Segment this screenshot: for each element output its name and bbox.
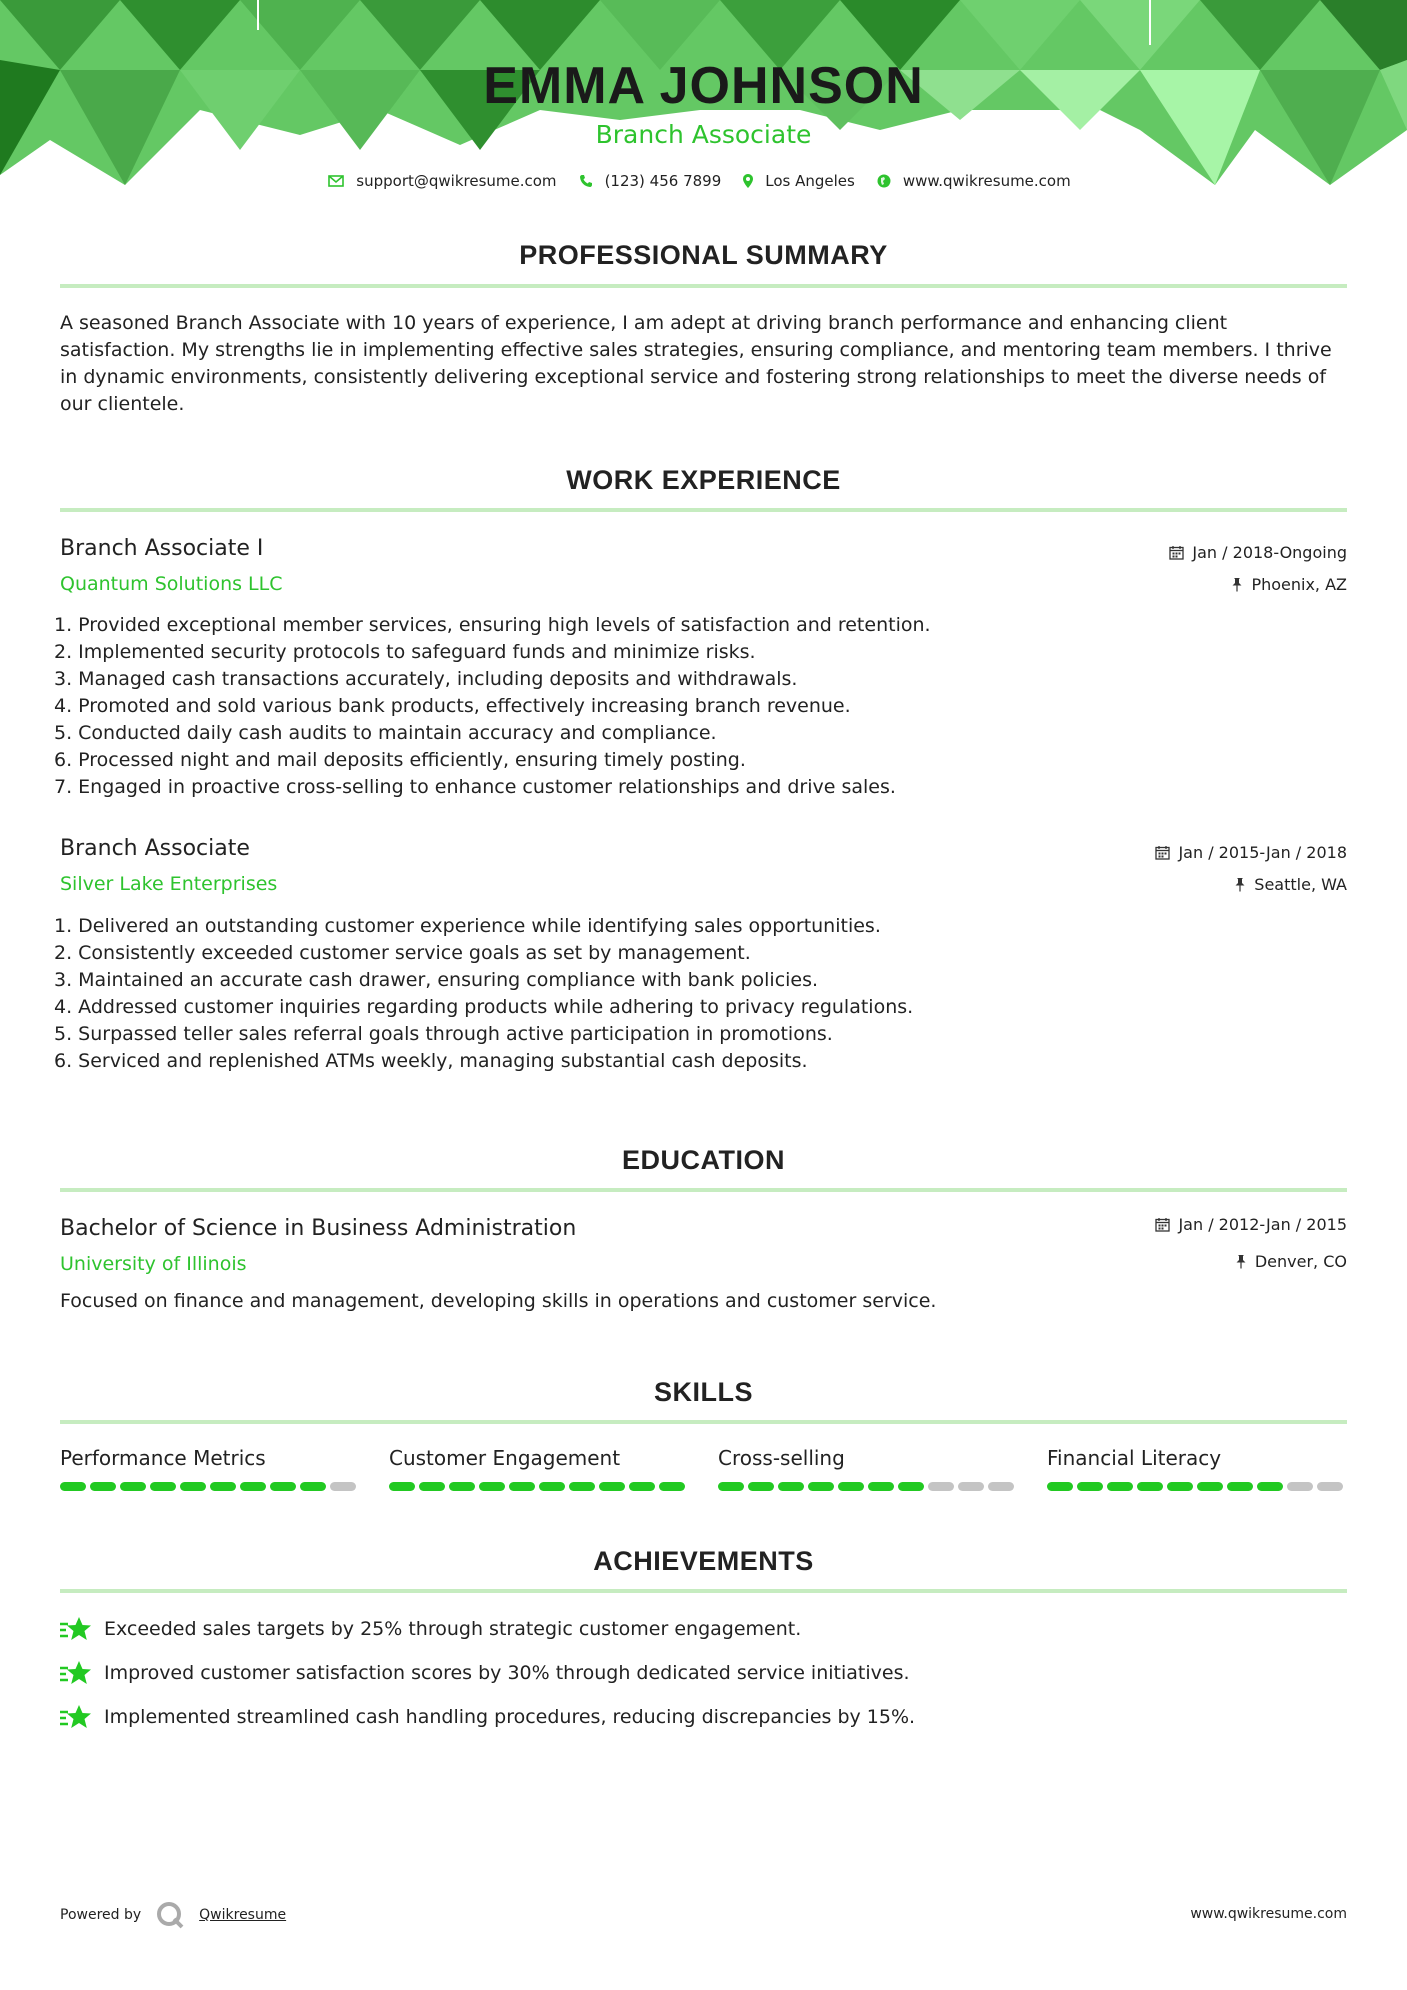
degree-title: Bachelor of Science in Business Administration [60, 1216, 577, 1241]
skill-level-meter [389, 1482, 689, 1491]
job-dates-text: Jan / 2018-Ongoing [1192, 543, 1347, 562]
summary-heading: PROFESSIONAL SUMMARY [519, 240, 888, 270]
education-location-text: Denver, CO [1254, 1252, 1347, 1271]
job-location [1234, 875, 1347, 894]
achievement-item [60, 1660, 910, 1686]
skill-dot-filled [1047, 1482, 1073, 1491]
list-item: 6. Processed night and mail deposits efficiently, ensuring timely posting. [54, 749, 746, 771]
skill-item [389, 1446, 689, 1491]
map-marker-icon [743, 174, 753, 188]
skill-dot-filled [898, 1482, 924, 1491]
skills-heading: SKILLS [653, 1377, 753, 1407]
list-item: 7. Engaged in proactive cross-selling to enhance customer relationships and drive sales. [54, 776, 896, 798]
skill-dot-empty [1287, 1482, 1313, 1491]
achievement-item [60, 1616, 801, 1642]
candidate-name: EMMA JOHNSON [483, 57, 924, 115]
job-company: Silver Lake Enterprises [60, 873, 278, 895]
skill-dot-filled [868, 1482, 894, 1491]
skill-dot-filled [90, 1482, 116, 1491]
skill-dot-filled [270, 1482, 296, 1491]
skill-dot-filled [1077, 1482, 1103, 1491]
skill-dot-filled [1107, 1482, 1133, 1491]
star-achievement-icon [60, 1616, 92, 1642]
job-title: Branch Associate I [60, 536, 264, 561]
calendar-icon [1155, 845, 1170, 860]
achievement-item [60, 1704, 915, 1730]
footer-website[interactable]: www.qwikresume.com [1190, 1906, 1347, 1922]
skill-dot-filled [1257, 1482, 1283, 1491]
job-responsibilities [54, 913, 913, 1075]
phone-icon [579, 174, 593, 188]
candidate-title: Branch Associate [595, 120, 812, 149]
contact-location-text: Los Angeles [765, 172, 855, 190]
skill-dot-filled [60, 1482, 86, 1491]
job-location-text: Phoenix, AZ [1251, 575, 1347, 594]
experience-divider [60, 508, 1347, 512]
skills-divider [60, 1420, 1347, 1424]
star-achievement-icon [60, 1704, 92, 1730]
job-location-text: Seattle, WA [1254, 875, 1347, 894]
skill-dot-filled [838, 1482, 864, 1491]
job-company: Quantum Solutions LLC [60, 573, 283, 595]
qwikresume-link[interactable]: Qwikresume [199, 1907, 287, 1923]
skill-name: Financial Literacy [1047, 1446, 1222, 1470]
powered-by-label: Powered by [60, 1907, 142, 1923]
skill-dot-filled [569, 1482, 595, 1491]
list-item: 4. Promoted and sold various bank products, effectively increasing branch revenue. [54, 695, 851, 717]
skill-dot-filled [808, 1482, 834, 1491]
skill-dot-filled [539, 1482, 565, 1491]
skill-dot-filled [509, 1482, 535, 1491]
envelope-icon [328, 175, 344, 187]
contact-email-text: support@qwikresume.com [356, 172, 557, 190]
list-item: 4. Addressed customer inquiries regarding products while adhering to privacy regulations. [54, 996, 914, 1018]
skill-dot-filled [599, 1482, 625, 1491]
education-dates [1155, 1215, 1347, 1234]
job-location [1231, 575, 1347, 594]
list-item: 1. Provided exceptional member services, ensuring high levels of satisfaction and retention. [54, 614, 931, 636]
list-item: 6. Serviced and replenished ATMs weekly, managing substantial cash deposits. [54, 1050, 808, 1072]
skill-item [60, 1446, 360, 1491]
contact-phone-text: (123) 456 7899 [604, 172, 722, 190]
skill-dot-filled [718, 1482, 744, 1491]
skill-dot-empty [928, 1482, 954, 1491]
qwikresume-logo-icon [155, 1900, 185, 1930]
pushpin-icon [1231, 577, 1243, 592]
skill-dot-empty [958, 1482, 984, 1491]
contact-location [743, 172, 855, 190]
contact-email[interactable] [328, 172, 556, 190]
skill-dot-filled [748, 1482, 774, 1491]
experience-heading: WORK EXPERIENCE [566, 465, 841, 495]
skill-dot-filled [150, 1482, 176, 1491]
skill-dot-filled [419, 1482, 445, 1491]
skill-dot-filled [1227, 1482, 1253, 1491]
skill-dot-filled [389, 1482, 415, 1491]
list-item: 3. Managed cash transactions accurately, including deposits and withdrawals. [54, 668, 798, 690]
calendar-icon [1155, 1217, 1170, 1232]
job-dates [1169, 543, 1347, 562]
globe-icon [877, 174, 891, 188]
achievement-text: Exceeded sales targets by 25% through strategic customer engagement. [104, 1618, 802, 1640]
summary-text: A seasoned Branch Associate with 10 years of experience, I am adept at driving branch performance and enhancing client satisfaction. My strengths lie in implementing effective sales strategies, ensuring compliance, and mentoring team members. I thrive in dynamic environments, consistently delivering exceptional service and fostering strong relationships to meet the diverse needs of our clientele. [60, 312, 1332, 415]
contact-website-text: www.qwikresume.com [902, 172, 1071, 190]
skill-dot-filled [479, 1482, 505, 1491]
achievement-text: Improved customer satisfaction scores by 30% through dedicated service initiatives. [104, 1662, 910, 1684]
list-item: 3. Maintained an accurate cash drawer, ensuring compliance with bank policies. [54, 969, 819, 991]
pushpin-icon [1234, 877, 1246, 892]
skill-dot-filled [1137, 1482, 1163, 1491]
skill-dot-filled [449, 1482, 475, 1491]
achievements-heading: ACHIEVEMENTS [593, 1546, 814, 1576]
education-divider [60, 1188, 1347, 1192]
skill-name: Cross-selling [718, 1446, 845, 1470]
job-responsibilities [54, 612, 931, 801]
skill-dot-filled [629, 1482, 655, 1491]
skill-dot-filled [180, 1482, 206, 1491]
contact-bar [0, 172, 1407, 190]
summary-divider [60, 284, 1347, 288]
skill-level-meter [1047, 1482, 1347, 1491]
contact-website[interactable] [877, 172, 1071, 190]
job-dates-text: Jan / 2015-Jan / 2018 [1178, 843, 1347, 862]
skill-dot-filled [1167, 1482, 1193, 1491]
skill-name: Performance Metrics [60, 1446, 266, 1470]
education-location [1235, 1252, 1347, 1271]
education-heading: EDUCATION [622, 1145, 785, 1175]
skill-level-meter [60, 1482, 360, 1491]
school-name: University of Illinois [60, 1253, 247, 1275]
contact-phone[interactable] [579, 172, 722, 190]
job-dates [1155, 843, 1347, 862]
skill-item [718, 1446, 1018, 1491]
list-item: 1. Delivered an outstanding customer experience while identifying sales opportunities. [54, 915, 881, 937]
skill-dot-filled [659, 1482, 685, 1491]
star-achievement-icon [60, 1660, 92, 1686]
skill-dot-filled [120, 1482, 146, 1491]
footer-powered-by [60, 1900, 286, 1930]
skill-dot-empty [988, 1482, 1014, 1491]
calendar-icon [1169, 545, 1184, 560]
skill-dot-empty [330, 1482, 356, 1491]
skill-item [1047, 1446, 1347, 1491]
achievements-divider [60, 1589, 1347, 1593]
education-dates-text: Jan / 2012-Jan / 2015 [1178, 1215, 1347, 1234]
skill-level-meter [718, 1482, 1018, 1491]
skill-name: Customer Engagement [389, 1446, 621, 1470]
skill-dot-filled [210, 1482, 236, 1491]
skill-dot-filled [778, 1482, 804, 1491]
skill-dot-filled [240, 1482, 266, 1491]
skill-dot-filled [1197, 1482, 1223, 1491]
list-item: 2. Consistently exceeded customer service goals as set by management. [54, 942, 751, 964]
list-item: 2. Implemented security protocols to safeguard funds and minimize risks. [54, 641, 756, 663]
list-item: 5. Conducted daily cash audits to maintain accuracy and compliance. [54, 722, 717, 744]
job-title: Branch Associate [60, 836, 250, 861]
education-description: Focused on finance and management, developing skills in operations and customer service. [60, 1290, 937, 1312]
pushpin-icon [1235, 1254, 1247, 1269]
skills-list [60, 1446, 1347, 1491]
skill-dot-filled [300, 1482, 326, 1491]
achievement-text: Implemented streamlined cash handling procedures, reducing discrepancies by 15%. [104, 1706, 916, 1728]
list-item: 5. Surpassed teller sales referral goals through active participation in promotions. [54, 1023, 833, 1045]
skill-dot-empty [1317, 1482, 1343, 1491]
